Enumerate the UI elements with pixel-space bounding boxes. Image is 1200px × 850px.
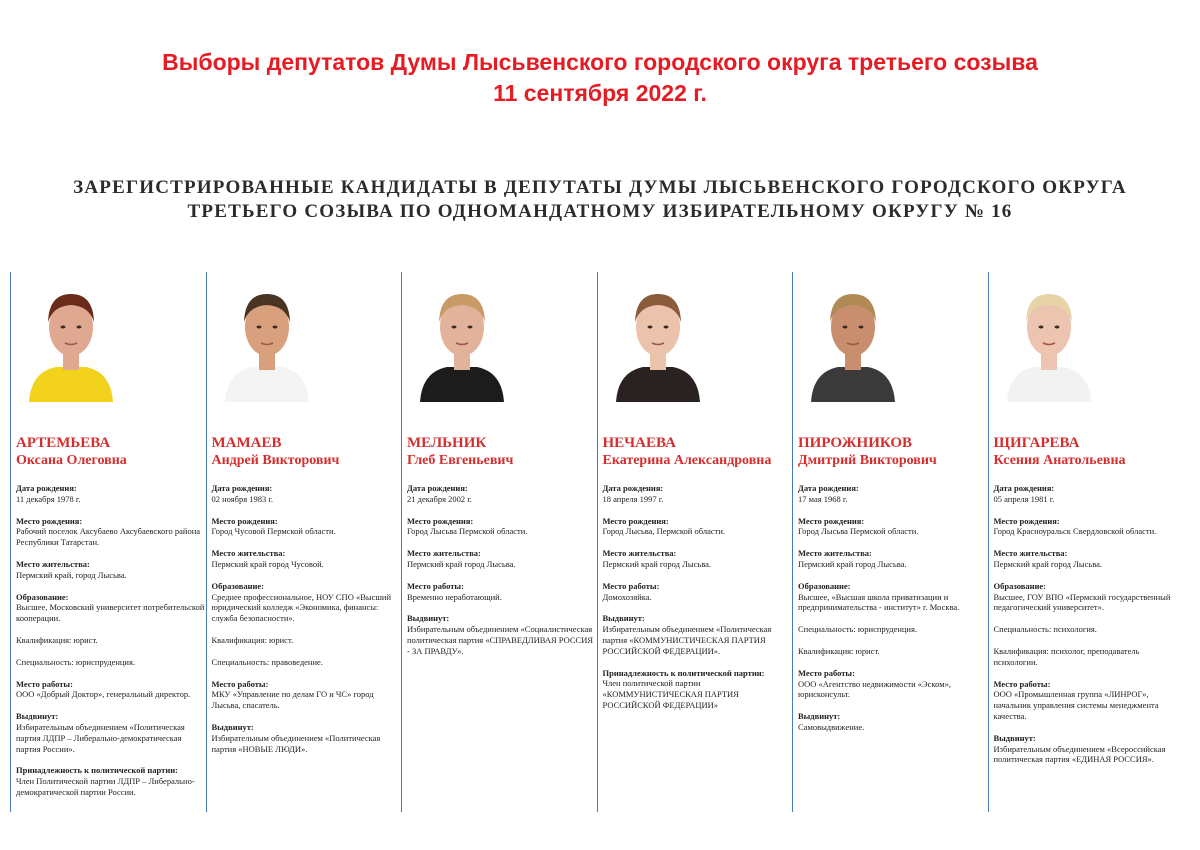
election-title-line1: Выборы депутатов Думы Лысьвенского городского округа третьего созыва xyxy=(162,49,1038,75)
field-value: Квалификация: юрист. xyxy=(16,634,98,645)
candidate-given-name: Екатерина Александровна xyxy=(602,453,772,468)
field-label: Принадлежность к политической партии: xyxy=(16,765,178,776)
field-value: ООО «Агентство недвижимости «Эском», юрисконсульт. xyxy=(798,678,951,700)
field-label: Место рождения: xyxy=(798,515,865,526)
candidate-field xyxy=(603,668,793,711)
field-label: Принадлежность к политической партии: xyxy=(602,667,765,678)
candidate-details xyxy=(603,483,793,711)
candidate-details xyxy=(994,483,1184,765)
field-value: 02 ноября 1983 г. xyxy=(211,493,274,504)
candidate-given-name: Ксения Анатольевна xyxy=(993,453,1126,468)
candidate-field xyxy=(994,624,1184,635)
candidate-field xyxy=(212,516,402,538)
field-value: Домохозяйка. xyxy=(602,591,652,602)
field-value: МКУ «Управление по делам ГО и ЧС» город Лысьва, спасатель. xyxy=(211,689,374,711)
candidate-field xyxy=(798,646,988,657)
field-label: Дата рождения: xyxy=(211,483,273,493)
candidate-field xyxy=(16,657,206,668)
field-value: Член политической партии «КОММУНИСТИЧЕСКАЯ ПАРТИЯ РОССИЙСКОЙ ФЕДЕРАЦИИ» xyxy=(602,678,739,710)
candidate-field xyxy=(16,483,206,505)
candidate-field xyxy=(603,613,793,656)
field-value: Пермский край город Лысьва. xyxy=(407,558,516,569)
field-label: Выдвинут: xyxy=(798,711,841,722)
candidate-details xyxy=(16,483,206,798)
field-value: Квалификация: юрист. xyxy=(798,645,880,656)
field-label: Место рождения: xyxy=(211,515,278,526)
candidate-field xyxy=(212,483,402,505)
candidate-surname: АРТЕМЬЕВА xyxy=(16,435,111,451)
candidate-details xyxy=(798,483,988,733)
field-value: Рабочий поселок Аксубаево Аксубаевского района Республики Татарстан. xyxy=(16,526,201,548)
field-value: Пермский край, город Лысьва. xyxy=(16,569,127,580)
field-value: Избирательным объединением «Политическая партия ЛДПР – Либерально-демократическая партия России». xyxy=(16,721,185,754)
candidate-field xyxy=(798,548,988,570)
portrait-icon xyxy=(803,272,903,402)
field-value: Специальность: юриспруденция. xyxy=(798,624,918,635)
candidate-field xyxy=(212,657,402,668)
candidate-field xyxy=(603,516,793,538)
candidate-given-name: Дмитрий Викторович xyxy=(798,453,937,468)
candidate-surname: ПИРОЖНИКОВ xyxy=(798,435,913,451)
field-value: 21 декабря 2002 г. xyxy=(407,493,472,504)
candidate-details xyxy=(407,483,597,657)
field-label: Выдвинут: xyxy=(993,732,1036,743)
election-title xyxy=(0,47,1200,109)
candidate-field xyxy=(16,592,206,624)
candidate-photo xyxy=(608,272,708,402)
candidate-field xyxy=(16,559,206,581)
candidate-field xyxy=(16,711,206,754)
field-label: Дата рождения: xyxy=(407,483,468,493)
candidate-field xyxy=(407,516,597,538)
candidate-column xyxy=(206,272,402,812)
candidate-photo xyxy=(999,272,1099,402)
candidate-field xyxy=(798,711,988,733)
candidate-field xyxy=(407,483,597,505)
candidate-photo xyxy=(803,272,903,402)
field-value: Квалификация: психолог, преподаватель психологии. xyxy=(993,645,1140,667)
candidate-field xyxy=(994,646,1184,668)
field-label: Место жительства: xyxy=(798,548,872,559)
field-value: Город Лысьва Пермской области. xyxy=(798,526,919,537)
field-value: 05 апреля 1981 г. xyxy=(993,493,1055,504)
candidate-given-name: Оксана Олеговна xyxy=(16,453,127,468)
candidate-field xyxy=(994,581,1184,613)
field-label: Место жительства: xyxy=(211,548,286,559)
field-value: Высшее, Московский университет потребительской кооперации. xyxy=(16,602,205,624)
candidate-photo xyxy=(217,272,317,402)
field-value: 11 декабря 1978 г. xyxy=(16,493,81,504)
field-value: Пермский край город Лысьва. xyxy=(798,558,907,569)
candidate-field xyxy=(407,548,597,570)
candidate-field xyxy=(798,624,988,635)
field-label: Выдвинут: xyxy=(407,613,450,624)
field-value: Избирательным объединением «Политическая партия «КОММУНИСТИЧЕСКАЯ ПАРТИЯ РОССИЙСКОЙ ФЕДЕРАЦИИ». xyxy=(602,624,772,656)
field-value: Пермский край город Чусовой. xyxy=(211,558,324,569)
candidate-field xyxy=(212,635,402,646)
field-label: Место работы: xyxy=(993,678,1051,689)
candidate-column xyxy=(597,272,793,812)
candidate-field xyxy=(798,581,988,613)
field-label: Дата рождения: xyxy=(602,483,664,493)
field-label: Выдвинут: xyxy=(602,613,645,624)
candidate-surname: МАМАЕВ xyxy=(211,435,282,451)
election-date: 11 сентября 2022 г. xyxy=(493,80,707,106)
field-value: Город Лысьва, Пермской области. xyxy=(602,526,726,537)
field-label: Выдвинут: xyxy=(16,711,59,722)
field-label: Дата рождения: xyxy=(16,483,77,493)
field-label: Место жительства: xyxy=(16,558,90,569)
field-value: Избирательным объединением «Социалистическая политическая партия «СПРАВЕДЛИВАЯ РОССИЯ - ЗА ПРАВДУ». xyxy=(407,624,594,656)
section-heading xyxy=(0,176,1200,224)
candidate-details xyxy=(212,483,402,754)
portrait-icon xyxy=(999,272,1099,402)
candidate-given-name: Андрей Викторович xyxy=(211,453,340,468)
candidate-field xyxy=(994,548,1184,570)
candidate-photo xyxy=(21,272,121,402)
field-value: Город Чусовой Пермской области. xyxy=(211,526,336,537)
field-label: Место работы: xyxy=(16,678,73,689)
candidate-field xyxy=(212,722,402,754)
field-label: Образование: xyxy=(798,580,851,591)
field-value: Специальность: психология. xyxy=(993,624,1097,635)
field-label: Образование: xyxy=(993,580,1046,591)
candidate-field xyxy=(212,581,402,624)
field-value: 18 апреля 1997 г. xyxy=(602,493,664,504)
candidates-grid xyxy=(10,272,1195,812)
candidate-field xyxy=(994,483,1184,505)
candidate-field xyxy=(798,668,988,700)
portrait-icon xyxy=(21,272,121,402)
section-heading-line2: ТРЕТЬЕГО СОЗЫВА ПО ОДНОМАНДАТНОМУ ИЗБИРАТЕЛЬНОМУ ОКРУГУ № 16 xyxy=(187,201,1013,222)
field-value: Среднее профессиональное, НОУ СПО «Высший юридический колледж «Экономика, финансы: служба безопасности». xyxy=(211,591,392,624)
candidate-field xyxy=(16,635,206,646)
field-label: Место рождения: xyxy=(602,515,669,526)
field-label: Выдвинут: xyxy=(211,721,254,732)
field-label: Место рождения: xyxy=(993,515,1060,526)
field-value: Временно неработающий. xyxy=(407,591,502,602)
field-label: Образование: xyxy=(16,591,69,602)
candidate-surname: ЩИГАРЕВА xyxy=(993,435,1080,451)
field-value: Квалификация: юрист. xyxy=(211,634,294,645)
candidate-field xyxy=(212,548,402,570)
field-label: Место жительства: xyxy=(993,548,1068,559)
field-value: Специальность: правоведение. xyxy=(211,656,323,667)
candidate-field xyxy=(603,483,793,505)
section-heading-line1: ЗАРЕГИСТРИРОВАННЫЕ КАНДИДАТЫ В ДЕПУТАТЫ ДУМЫ ЛЫСЬВЕНСКОГО ГОРОДСКОГО ОКРУГА xyxy=(73,177,1127,198)
field-label: Место рождения: xyxy=(407,515,474,526)
portrait-icon xyxy=(412,272,512,402)
candidate-field xyxy=(407,613,597,656)
candidate-field xyxy=(603,548,793,570)
field-label: Образование: xyxy=(211,580,264,591)
candidate-given-name: Глеб Евгеньевич xyxy=(407,453,514,468)
candidate-surname: МЕЛЬНИК xyxy=(407,435,487,451)
field-value: Высшее, «Высшая школа приватизации и предпринимательства - институт» г. Москва. xyxy=(798,591,960,613)
candidate-field xyxy=(16,765,206,797)
field-value: Специальность: юриспруденция. xyxy=(16,656,136,667)
field-value: Пермский край город Лысьва. xyxy=(993,558,1103,569)
candidate-field xyxy=(994,679,1184,722)
field-value: Пермский край город Лысьва. xyxy=(602,558,712,569)
field-label: Место жительства: xyxy=(602,548,677,559)
candidate-field xyxy=(603,581,793,603)
field-label: Место жительства: xyxy=(407,548,481,559)
candidate-surname: НЕЧАЕВА xyxy=(602,435,676,451)
portrait-icon xyxy=(608,272,708,402)
portrait-icon xyxy=(217,272,317,402)
field-label: Дата рождения: xyxy=(798,483,859,493)
candidate-field xyxy=(16,679,206,701)
candidate-column xyxy=(988,272,1184,812)
candidate-column xyxy=(792,272,988,812)
field-label: Место работы: xyxy=(602,580,660,591)
field-label: Место работы: xyxy=(211,678,269,689)
candidate-field xyxy=(994,733,1184,765)
candidate-photo xyxy=(412,272,512,402)
field-value: 17 мая 1968 г. xyxy=(798,493,848,504)
field-label: Дата рождения: xyxy=(993,483,1055,493)
candidate-field xyxy=(407,581,597,603)
field-label: Место работы: xyxy=(407,580,464,591)
field-value: Член Политической партии ЛДПР – Либерально-демократической партии России. xyxy=(16,776,195,797)
field-value: Город Лысьва Пермской области. xyxy=(407,526,528,537)
field-label: Место работы: xyxy=(798,667,855,678)
candidate-field xyxy=(798,516,988,538)
field-value: Город Красноуральск Свердловской области. xyxy=(993,526,1157,537)
field-value: ООО «Добрый Доктор», генеральный директор. xyxy=(16,689,191,700)
field-value: Избирательным объединением «Политическая партия «НОВЫЕ ЛЮДИ». xyxy=(211,732,381,754)
field-value: Избирательным объединением «Всероссийская политическая партия «ЕДИНАЯ РОССИЯ». xyxy=(993,743,1166,765)
candidate-column xyxy=(401,272,597,812)
candidate-field xyxy=(212,679,402,711)
field-value: Самовыдвижение. xyxy=(798,721,865,732)
candidate-field xyxy=(994,516,1184,538)
field-value: Высшее, ГОУ ВПО «Пермский государственный педагогический университет». xyxy=(993,591,1171,613)
candidate-field xyxy=(798,483,988,505)
field-label: Место рождения: xyxy=(16,515,83,526)
candidate-column xyxy=(10,272,206,812)
field-value: ООО «Промышленная группа «ЛИНРОГ», начальник управления системы менеджмента качества. xyxy=(993,689,1159,721)
candidate-field xyxy=(16,516,206,548)
